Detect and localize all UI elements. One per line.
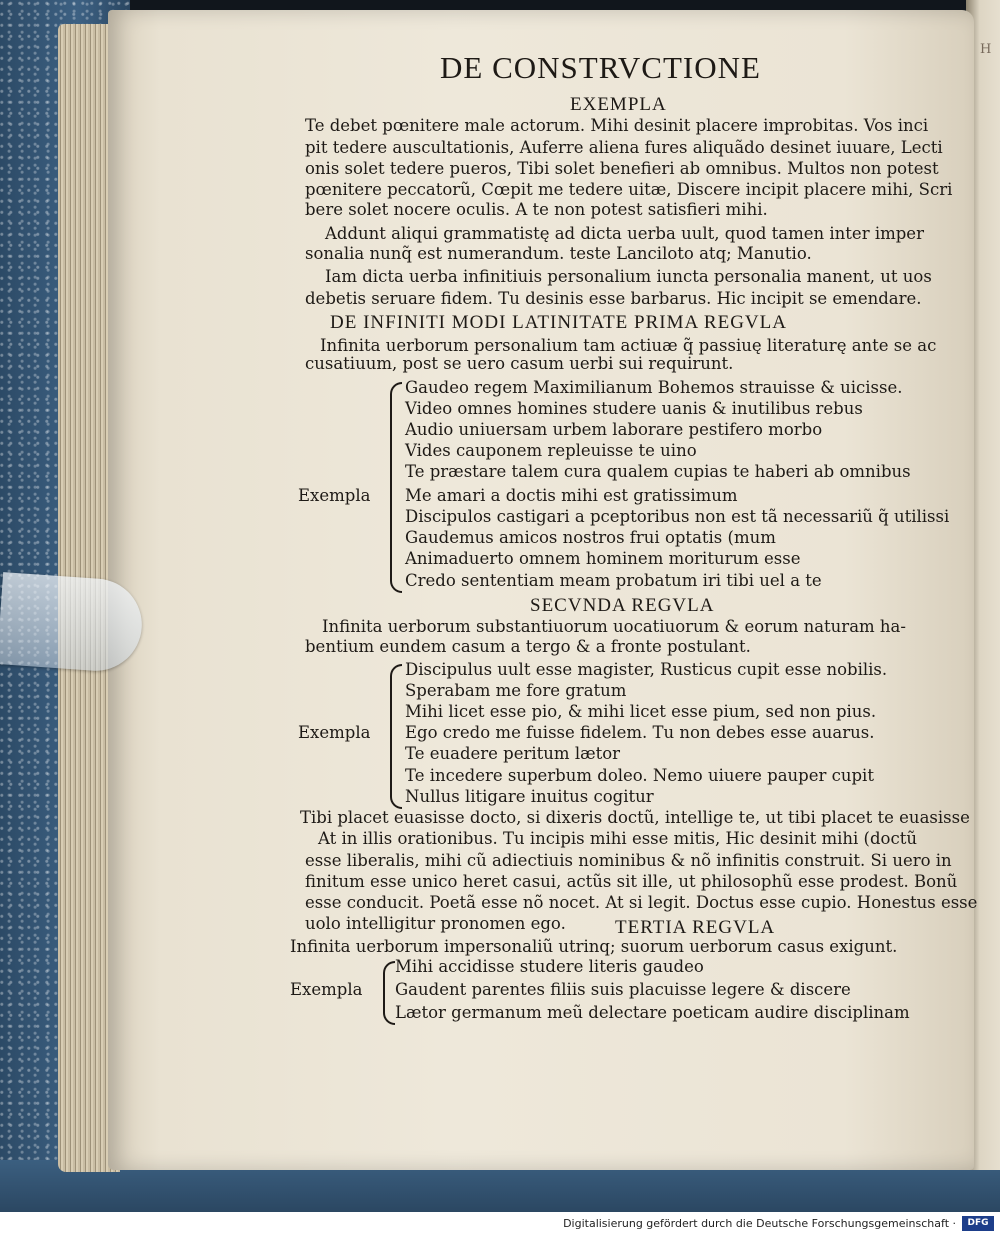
- example-line: Discipulos castigari a pceptoribus non est tã necessariũ q̃ utilissi: [405, 507, 950, 526]
- text-line: Infinita uerborum substantiuorum uocatiuorum & eorum naturam ha-: [322, 617, 906, 636]
- text-line: onis solet tedere pueros, Tibi solet benefieri ab omnibus. Multos non potest: [305, 159, 939, 178]
- text-line: Iam dicta uerba infinitiuis personalium iuncta personalia manent, ut uos: [325, 267, 932, 286]
- example-line: Nullus litigare inuitus cogitur: [405, 787, 654, 806]
- example-brace: [390, 382, 402, 593]
- text-line: At in illis orationibus. Tu incipis mihi esse mitis, Hic desinit mihi (doctũ: [318, 829, 917, 848]
- exempla-label: Exempla: [298, 486, 371, 505]
- text-line: finitum esse unico heret casui, actũs sit ille, ut philosophũ esse prodest. Bonũ: [305, 872, 958, 891]
- text-line: esse liberalis, mihi cũ adiectiuis nominibus & nõ infinitis construit. Si uero in: [305, 851, 952, 870]
- footer-credit: Digitalisierung gefördert durch die Deutsche Forschungsgemeinschaft ·: [563, 1217, 956, 1230]
- example-line: Mihi licet esse pio, & mihi licet esse pium, sed non pius.: [405, 702, 877, 721]
- text-line: Addunt aliqui grammatistę ad dicta uerba uult, quod tamen inter imper: [325, 224, 924, 243]
- section-heading: SECVNDA REGVLA: [530, 595, 715, 616]
- example-line: Gaudent parentes filiis suis placuisse legere & discere: [395, 980, 851, 999]
- example-line: Lætor germanum meũ delectare poeticam audire disciplinam: [395, 1003, 910, 1022]
- text-line: sonalia nunq̃ est numerandum. teste Lanciloto atq; Manutio.: [305, 244, 812, 263]
- text-line: Infinita uerborum impersonaliũ utrinq; suorum uerborum casus exigunt.: [290, 937, 898, 956]
- example-line: Te incedere superbum doleo. Nemo uiuere pauper cupit: [405, 766, 874, 785]
- page-holder-tab: [0, 572, 145, 674]
- footer-bar: [0, 1212, 1000, 1237]
- page-title: DE CONSTRVCTIONE: [440, 50, 761, 85]
- example-line: Vides cauponem repleuisse te uino: [405, 441, 697, 460]
- exempla-label: Exempla: [290, 980, 363, 999]
- text-line: Infinita uerborum personalium tam actiuæ q̃ passiuę literaturę ante se ac: [320, 336, 937, 355]
- text-line: pœnitere peccatorũ, Cœpit me tedere uitæ, Discere incipit placere mihi, Scri: [305, 180, 953, 199]
- example-line: Te euadere peritum lætor: [405, 744, 621, 763]
- example-line: Gaudemus amicos nostros frui optatis (mum: [405, 528, 776, 547]
- dfg-logo: DFG: [962, 1216, 994, 1231]
- exempla-label: Exempla: [298, 723, 371, 742]
- example-line: Video omnes homines studere uanis & inutilibus rebus: [405, 399, 863, 418]
- text-line: bentium eundem casum a tergo & a fronte postulant.: [305, 637, 751, 656]
- section-heading: TERTIA REGVLA: [615, 917, 776, 938]
- text-line: uolo intelligitur pronomen ego.: [305, 914, 566, 933]
- example-line: Gaudeo regem Maximilianum Bohemos strauisse & uicisse.: [405, 378, 903, 397]
- text-line: pit tedere auscultationis, Auferre aliena fures aliquãdo desinet iuuare, Lecti: [305, 138, 943, 157]
- example-line: Discipulus uult esse magister, Rusticus cupit esse nobilis.: [405, 660, 888, 679]
- text-line: esse conducit. Poetã esse nõ nocet. At si legit. Doctus esse cupio. Honestus esse: [305, 893, 978, 912]
- example-line: Mihi accidisse studere literis gaudeo: [395, 957, 704, 976]
- text-line: debetis seruare fidem. Tu desinis esse barbarus. Hic incipit se emendare.: [305, 289, 922, 308]
- text-line: Te debet pœnitere male actorum. Mihi desinit placere improbitas. Vos inci: [305, 116, 929, 135]
- section-heading: EXEMPLA: [570, 94, 667, 115]
- text-line: cusatiuum, post se uero casum uerbi sui requirunt.: [305, 354, 734, 373]
- example-line: Credo sententiam meam probatum iri tibi uel a te: [405, 571, 822, 590]
- example-brace: [383, 961, 395, 1025]
- example-line: Te præstare talem cura qualem cupias te haberi ab omnibus: [405, 462, 911, 481]
- example-line: Animaduerto omnem hominem moriturum esse: [405, 549, 801, 568]
- text-line: bere solet nocere oculis. A te non potest satisfieri mihi.: [305, 200, 768, 219]
- facing-page-text: H: [980, 42, 992, 57]
- example-line: Ego credo me fuisse fidelem. Tu non debes esse auarus.: [405, 723, 875, 742]
- example-line: Sperabam me fore gratum: [405, 681, 627, 700]
- example-line: Me amari a doctis mihi est gratissimum: [405, 486, 738, 505]
- text-line: Tibi placet euasisse docto, si dixeris doctũ, intellige te, ut tibi placet te euasisse: [300, 808, 970, 827]
- section-heading: DE INFINITI MODI LATINITATE PRIMA REGVLA: [330, 312, 787, 333]
- example-line: Audio uniuersam urbem laborare pestifero morbo: [405, 420, 823, 439]
- example-brace: [390, 664, 402, 809]
